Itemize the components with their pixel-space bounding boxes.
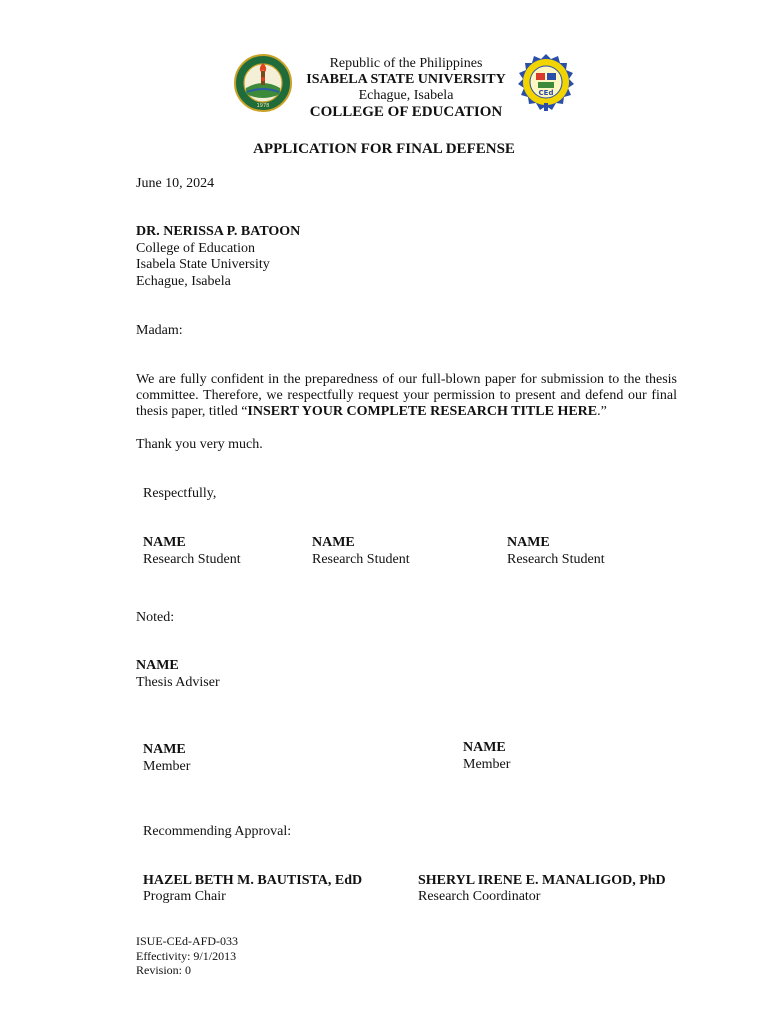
member-1-role: Member [143,759,191,774]
body-text-end: .” [597,404,607,419]
approver-1-role: Program Chair [143,889,226,904]
body-paragraph [136,372,677,420]
header-republic: Republic of the Philippines [329,56,483,71]
body-text: We are fully confident in the preparedness of our full-blown paper for submission to the thesis committee. Therefore, we respectfully request your permission to present and defend our final thesis paper, titled “ [136,372,677,419]
document-title: APPLICATION FOR FINAL DEFENSE [253,141,515,157]
isu-seal-logo-icon [234,54,292,112]
ced-seal-logo-icon [516,53,576,113]
salutation: Madam: [136,323,183,338]
svg-text:CEd: CEd [538,89,554,97]
student-2-name: NAME [312,535,355,550]
recipient-line-3: Echague, Isabela [136,274,231,289]
approver-2-role: Research Coordinator [418,889,541,904]
effectivity-date: Effectivity: 9/1/2013 [136,948,237,963]
header-college: COLLEGE OF EDUCATION [309,104,503,120]
member-1-name: NAME [143,742,186,757]
student-3-role: Research Student [507,552,605,567]
adviser-role: Thesis Adviser [136,675,220,690]
header-university: ISABELA STATE UNIVERSITY [306,72,506,87]
letterhead [296,56,516,120]
recipient-name: DR. NERISSA P. BATOON [136,224,301,239]
student-1-name: NAME [143,535,186,550]
recipient-line-1: College of Education [136,241,255,256]
member-2-name: NAME [463,740,506,755]
student-1-role: Research Student [143,552,241,567]
adviser-name: NAME [136,658,179,673]
student-2-role: Research Student [312,552,410,567]
form-code: ISUE-CEd-AFD-033 [136,934,238,948]
noted-label: Noted: [136,610,175,625]
research-title: INSERT YOUR COMPLETE RESEARCH TITLE HERE [247,404,598,419]
approver-2-name: SHERYL IRENE E. MANALIGOD, PhD [418,873,666,888]
recipient-line-2: Isabela State University [136,257,270,272]
recommending-approval-label: Recommending Approval: [143,824,292,839]
letter-date: June 10, 2024 [136,176,215,191]
thanks-line: Thank you very much. [136,437,263,452]
revision-number: Revision: 0 [136,963,192,977]
svg-text:1978: 1978 [256,103,270,109]
student-3-name: NAME [507,535,550,550]
member-2-role: Member [463,757,511,772]
approver-1-name: HAZEL BETH M. BAUTISTA, EdD [143,873,363,888]
header-location: Echague, Isabela [358,88,454,103]
document-footer [136,934,238,978]
closing: Respectfully, [143,486,217,501]
